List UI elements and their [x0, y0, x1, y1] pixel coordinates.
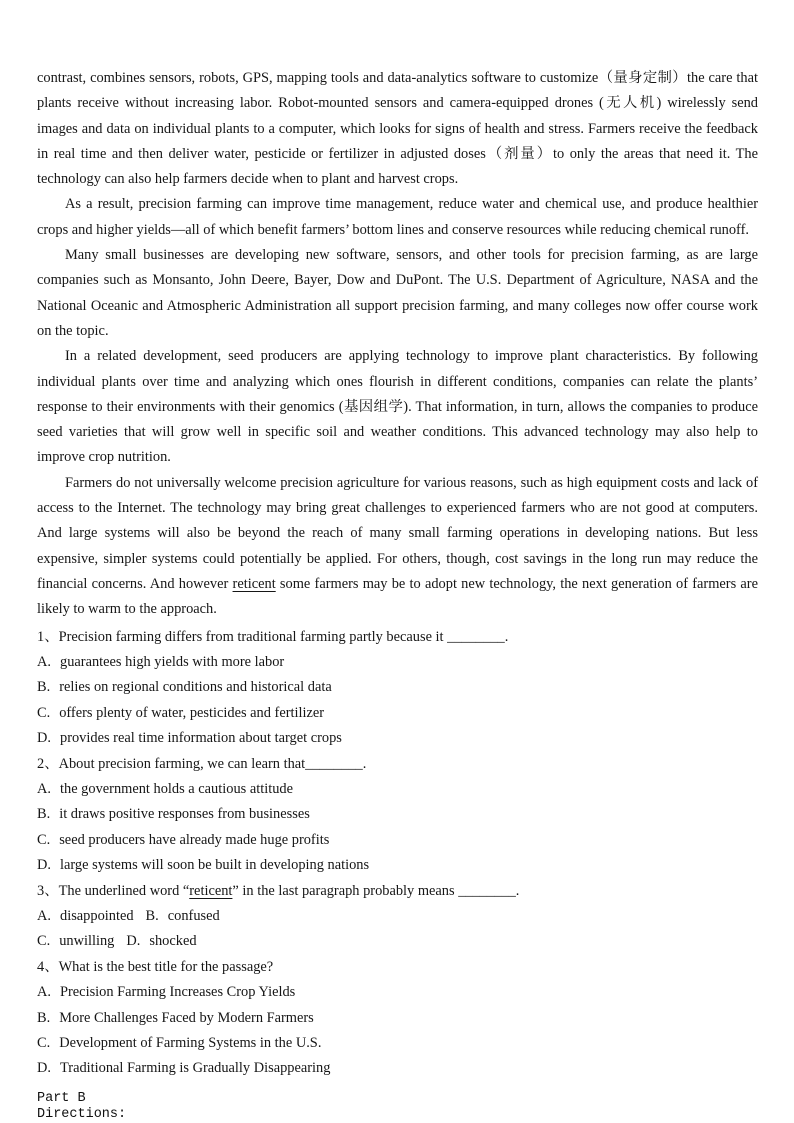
question-stem-text: ” in the last paragraph probably means ________.	[232, 882, 520, 899]
option-label: B.	[145, 908, 159, 924]
option-label: C.	[37, 933, 51, 950]
option-label: C.	[37, 831, 51, 848]
option-text: seed producers have already made huge profits	[59, 831, 330, 848]
question-4-stem	[37, 955, 758, 980]
option-text: unwilling	[59, 933, 115, 950]
question-4-option-d	[37, 1056, 758, 1081]
underlined-word-reticent: reticent	[232, 575, 276, 592]
question-4-option-c	[37, 1031, 758, 1056]
option-label: D.	[37, 730, 51, 747]
option-label: A.	[37, 984, 51, 1001]
question-stem-text: Precision farming differs from traditional farming partly because it ________.	[58, 628, 509, 645]
option-label: B.	[37, 1009, 51, 1026]
question-1-stem	[37, 625, 758, 650]
question-number: 3、	[37, 882, 59, 899]
question-stem-text: What is the best title for the passage?	[58, 958, 274, 975]
question-number: 1、	[37, 628, 59, 645]
question-3-stem	[37, 879, 758, 904]
question-2-option-a	[37, 777, 758, 802]
option-label: D.	[37, 857, 51, 874]
question-3-options-ab	[37, 904, 758, 929]
option-label: C.	[37, 1035, 51, 1052]
part-b-label: Part B	[37, 1090, 86, 1106]
option-text: it draws positive responses from businesses	[59, 806, 310, 823]
passage-text-after: some farmers may be to adopt new technology, the next generation of farmers are likely to warm to the approach.	[37, 575, 758, 618]
question-stem-text: About precision farming, we can learn that________.	[58, 755, 367, 772]
option-text: Traditional Farming is Gradually Disappearing	[60, 1060, 331, 1077]
option-label: C.	[37, 704, 51, 721]
question-stem-text: The underlined word “	[58, 882, 190, 899]
option-text: the government holds a cautious attitude	[60, 780, 293, 797]
question-1-option-a	[37, 650, 758, 675]
question-4-option-a	[37, 980, 758, 1005]
option-text: offers plenty of water, pesticides and fertilizer	[59, 704, 325, 721]
question-4-option-b	[37, 1006, 758, 1031]
option-label: A.	[37, 908, 51, 924]
next-section-header	[37, 1091, 758, 1123]
option-label: B.	[37, 679, 51, 696]
question-1-option-d	[37, 726, 758, 751]
passage-paragraph-5	[37, 471, 758, 623]
reading-passage	[37, 66, 758, 623]
option-text: shocked	[149, 933, 197, 950]
question-2-option-b	[37, 802, 758, 827]
directions-label: Directions:	[37, 1107, 127, 1123]
question-1-option-c	[37, 701, 758, 726]
option-text: relies on regional conditions and historical data	[59, 679, 332, 696]
question-2-stem	[37, 752, 758, 777]
questions-section	[37, 625, 758, 1082]
passage-paragraph-2: As a result, precision farming can improve time management, reduce water and chemical use, and produce healthier crops and higher yields—all of which benefit farmers’ bottom lines and conserve resources while reducing chemical runoff.	[37, 196, 758, 238]
question-1-option-b	[37, 675, 758, 700]
option-text: guarantees high yields with more labor	[60, 653, 285, 670]
question-number: 2、	[37, 755, 59, 772]
option-text: More Challenges Faced by Modern Farmers	[59, 1009, 314, 1026]
underlined-word-reticent: reticent	[189, 882, 233, 899]
option-label: D.	[37, 1060, 51, 1077]
option-text: confused	[167, 908, 220, 924]
option-label: B.	[37, 806, 51, 823]
option-text: disappointed	[60, 908, 134, 924]
option-label: D.	[126, 933, 141, 950]
passage-paragraph-3: Many small businesses are developing new software, sensors, and other tools for precision farming, as are large companies such as Monsanto, John Deere, Bayer, Dow and DuPont. The U.S. Department of Agriculture, NASA and the National Oceanic and Atmospheric Administration all support precision farming, and many colleges now offer course work on the topic.	[37, 247, 758, 339]
option-label: A.	[37, 653, 51, 670]
option-text: Precision Farming Increases Crop Yields	[60, 984, 296, 1001]
question-2-option-d	[37, 853, 758, 878]
passage-text-before: Farmers do not universally welcome precision agriculture for various reasons, such as high equipment costs and lack of access to the Internet. The technology may bring great challenges to experienced farmers who are not good at computers. And large systems will also be beyond the reach of many small farming operations in developing nations. But less expensive, simpler systems could potentially be applied. For others, though, cost savings in the long run may reduce the financial concerns. And however	[37, 474, 758, 592]
question-number: 4、	[37, 958, 59, 975]
question-2-option-c	[37, 828, 758, 853]
option-text: provides real time information about target crops	[60, 730, 342, 747]
option-text: large systems will soon be built in developing nations	[60, 857, 370, 874]
option-label: A.	[37, 780, 51, 797]
option-text: Development of Farming Systems in the U.S.	[59, 1035, 322, 1052]
passage-paragraph-1: contrast, combines sensors, robots, GPS, mapping tools and data-analytics software to customize（量身定制）the care that plants receive without increasing labor. Robot-mounted sensors and camera-equipped drones (无人机) wirelessly send images and data on individual plants to a computer, which looks for signs of health and stress. Farmers receive the feedback in real time and then deliver water, pesticide or fertilizer in adjusted doses（剂量）to only the areas that need it. The technology can also help farmers decide when to plant and harvest crops.	[37, 70, 758, 188]
passage-paragraph-4: In a related development, seed producers are applying technology to improve plant characteristics. By following individual plants over time and analyzing which ones flourish in different conditions, companies can relate the plants’ response to their environments with their genomics (基因组学). That information, in turn, allows the companies to produce seed varieties that will grow well in specific soil and weather conditions. This advanced technology may also help to improve crop nutrition.	[37, 348, 758, 466]
question-3-options-cd	[37, 929, 758, 954]
